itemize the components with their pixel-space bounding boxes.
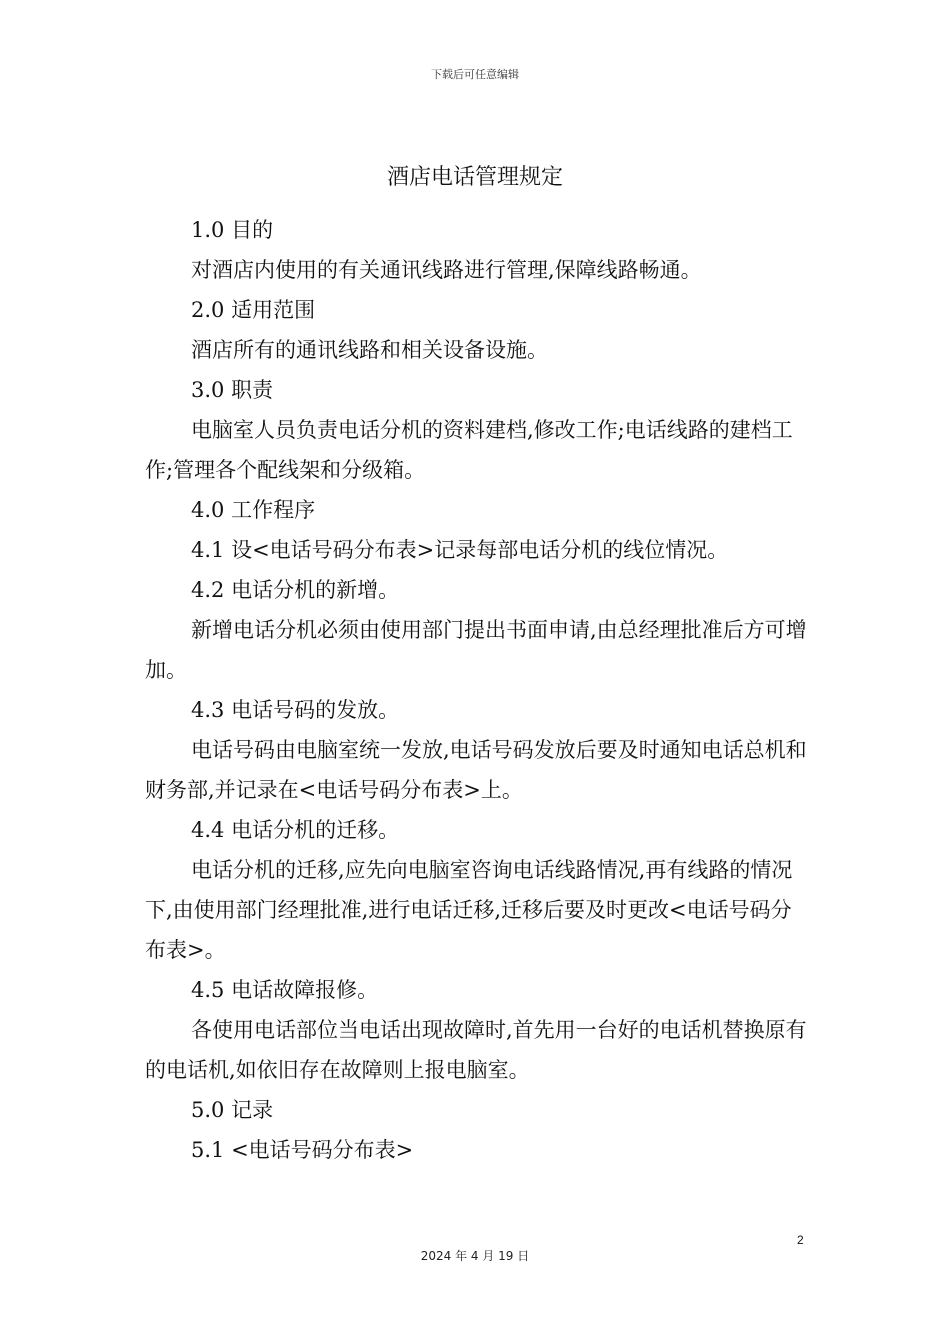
section-heading: 3.0 职责 xyxy=(191,378,274,402)
subsection-heading: 5.1 <电话号码分布表> xyxy=(191,1138,414,1162)
subsection-heading: 4.5 电话故障报修。 xyxy=(191,978,379,1002)
section-heading: 5.0 记录 xyxy=(191,1098,274,1122)
paragraph: 各使用电话部位当电话出现故障时,首先用一台好的电话机替换原有的电话机,如依旧存在故障则上报电脑室。 xyxy=(145,1018,807,1082)
section-heading: 2.0 适用范围 xyxy=(191,298,316,322)
paragraph: 电话分机的迁移,应先向电脑室咨询电话线路情况,再有线路的情况下,由使用部门经理批准,进行电话迁移,迁移后要及时更改<电话号码分布表>。 xyxy=(145,858,793,962)
page-header: 下载后可任意编辑 xyxy=(431,68,519,81)
subsection-heading: 4.3 电话号码的发放。 xyxy=(191,698,400,722)
subsection-heading: 4.1 设<电话号码分布表>记录每部电话分机的线位情况。 xyxy=(191,538,729,562)
paragraph: 新增电话分机必须由使用部门提出书面申请,由总经理批准后方可增加。 xyxy=(145,618,807,682)
subsection-heading: 4.4 电话分机的迁移。 xyxy=(191,818,400,842)
paragraph: 对酒店内使用的有关通讯线路进行管理,保障线路畅通。 xyxy=(191,258,702,282)
document-body xyxy=(145,210,807,1170)
paragraph: 电话号码由电脑室统一发放,电话号码发放后要及时通知电话总机和财务部,并记录在<电话号码分布表>上。 xyxy=(145,738,807,802)
section-heading: 1.0 目的 xyxy=(191,218,274,242)
subsection-heading: 4.2 电话分机的新增。 xyxy=(191,578,400,602)
footer-date: 2024 年 4 月 19 日 xyxy=(420,1249,530,1263)
section-heading: 4.0 工作程序 xyxy=(191,498,316,522)
page-number: 2 xyxy=(797,1233,804,1247)
document-title: 酒店电话管理规定 xyxy=(386,165,563,190)
paragraph: 酒店所有的通讯线路和相关设备设施。 xyxy=(191,338,548,362)
paragraph: 电脑室人员负责电话分机的资料建档,修改工作;电话线路的建档工作;管理各个配线架和分级箱。 xyxy=(145,418,793,482)
